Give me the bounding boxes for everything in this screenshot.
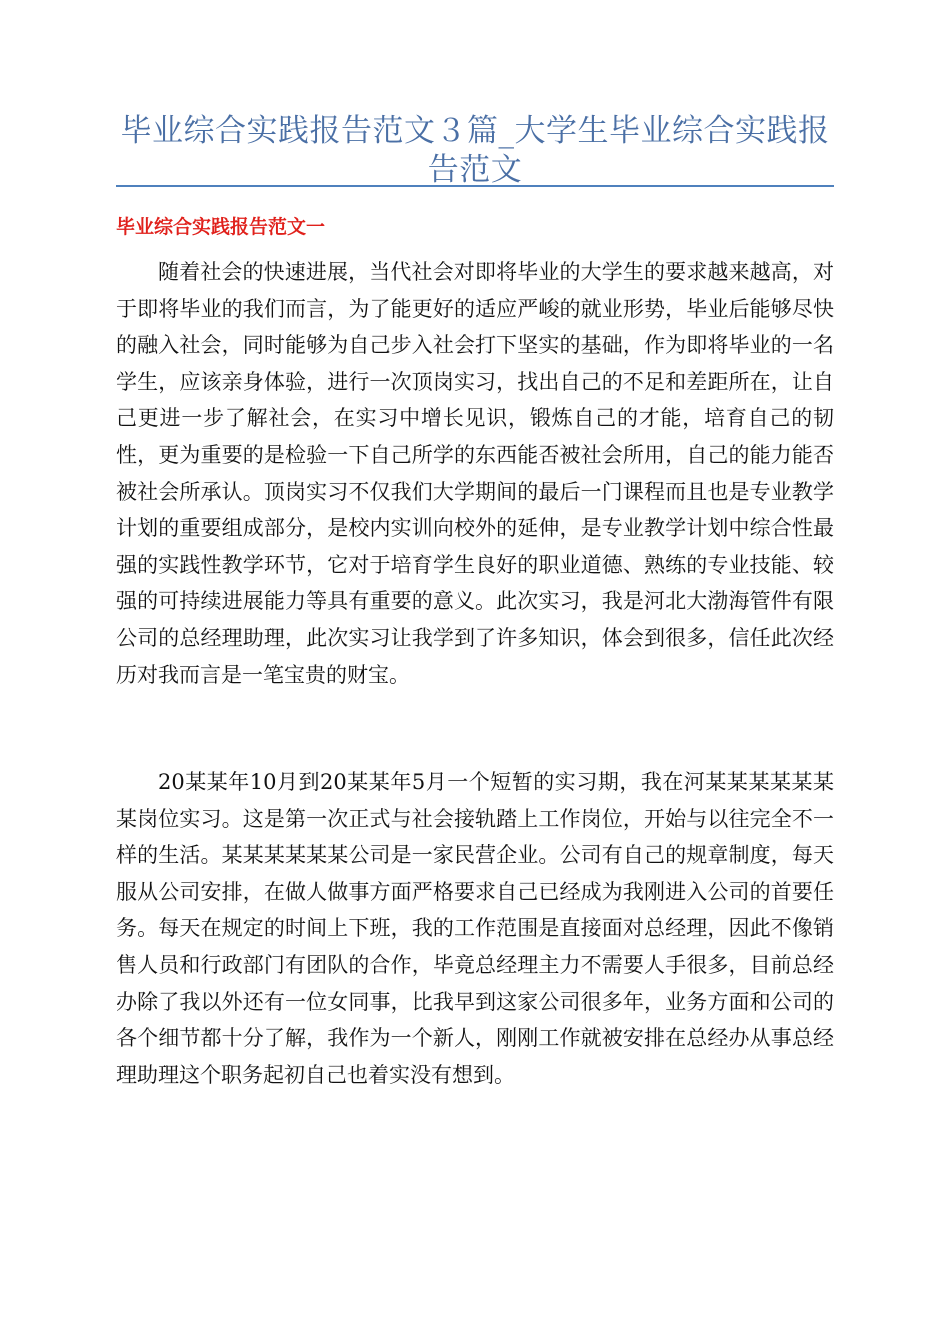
section-heading: 毕业综合实践报告范文一 <box>116 216 326 238</box>
paragraph-2: 20某某年10月到20某某年5月一个短暂的实习期，我在河某某某某某某某岗位实习。这是第一次正式与社会接轨踏上工作岗位，开始与以往完全不一样的生活。某某某某某某公司是一家民营企业。公司有自己的规章制度，每天服从公司安排，在做人做事方面严格要求自己已经成为我刚进入公司的首要任务。每天在规定的时间上下班，我的工作范围是直接面对总经理，因此不像销售人员和行政部门有团队的合作，毕竟总经理主力不需要人手很多，目前总经办除了我以外还有一位女同事，比我早到这家公司很多年，业务方面和公司的各个细节都十分了解，我作为一个新人，刚刚工作就被安排在总经办从事总经理助理这个职务起初自己也着实没有想到。 <box>116 770 834 1087</box>
title-underline-rule <box>116 185 834 187</box>
document-title: 毕业综合实践报告范文３篇_大学生毕业综合实践报告范文 <box>120 113 830 188</box>
paragraph-1: 随着社会的快速进展，当代社会对即将毕业的大学生的要求越来越高，对于即将毕业的我们而言，为了能更好的适应严峻的就业形势，毕业后能够尽快的融入社会，同时能够为自己步入社会打下坚实的基础，作为即将毕业的一名学生，应该亲身体验，进行一次顶岗实习，找出自己的不足和差距所在，让自己更进一步了解社会，在实习中增长见识，锻炼自己的才能，培育自己的韧性，更为重要的是检验一下自己所学的东西能否被社会所用，自己的能力能否被社会所承认。顶岗实习不仅我们大学期间的最后一门课程而且也是专业教学计划的重要组成部分，是校内实训向校外的延伸，是专业教学计划中综合性最强的实践性教学环节，它对于培育学生良好的职业道德、熟练的专业技能、较强的可持续进展能力等具有重要的意义。此次实习，我是河北大渤海管件有限公司的总经理助理，此次实习让我学到了许多知识，体会到很多，信任此次经历对我而言是一笔宝贵的财宝。 <box>116 260 834 687</box>
